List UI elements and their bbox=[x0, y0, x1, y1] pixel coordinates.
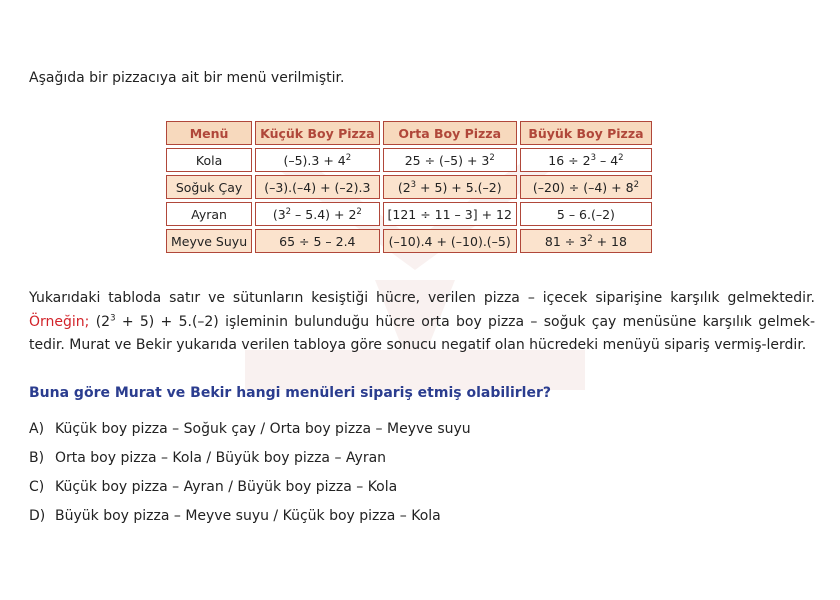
table-row-kola bbox=[166, 148, 652, 172]
expression-cell: 5 – 6.(–2) bbox=[520, 202, 652, 226]
table-row-ayran bbox=[166, 202, 652, 226]
option-letter: D) bbox=[29, 508, 46, 524]
expression-cell: $(-20) \div (-4) + 8^2$ bbox=[520, 175, 652, 199]
header-cell-large-pizza: Büyük Boy Pizza bbox=[520, 121, 652, 145]
row-label: Soğuk Çay bbox=[166, 175, 252, 199]
option-text: Küçük boy pizza – Soğuk çay / Orta boy pizza – Meyve suyu bbox=[55, 421, 471, 437]
option-letter: B) bbox=[29, 450, 45, 466]
header-cell-medium-pizza: Orta Boy Pizza bbox=[383, 121, 517, 145]
menu-table bbox=[163, 118, 655, 256]
expression-cell: (–3).(–4) + (–2).3 bbox=[255, 175, 379, 199]
row-label: Ayran bbox=[166, 202, 252, 226]
header-cell-small-pizza: Küçük Boy Pizza bbox=[255, 121, 379, 145]
expression-cell: 65 ÷ 5 – 2.4 bbox=[255, 229, 379, 253]
expression-cell: $(-5).3 + 4^2$ bbox=[255, 148, 379, 172]
expression-cell: $81 \div 3^2 + 18$ bbox=[520, 229, 652, 253]
expression-cell: (–10).4 + (–10).(–5) bbox=[383, 229, 517, 253]
expression-cell: [121 ÷ 11 – 3] + 12 bbox=[383, 202, 517, 226]
option-text: Büyük boy pizza – Meyve suyu / Küçük boy pizza – Kola bbox=[55, 508, 441, 524]
question-text: Buna göre Murat ve Bekir hangi menüleri sipariş etmiş olabilirler? bbox=[29, 385, 551, 401]
option-a[interactable] bbox=[29, 421, 471, 450]
header-cell-menu: Menü bbox=[166, 121, 252, 145]
row-label: Kola bbox=[166, 148, 252, 172]
option-letter: A) bbox=[29, 421, 45, 437]
expression-cell: $(2^3 + 5) + 5.(-2)$ bbox=[383, 175, 517, 199]
option-text: Orta boy pizza – Kola / Büyük boy pizza – Ayran bbox=[55, 450, 387, 466]
example-label: Örneğin; bbox=[29, 313, 90, 330]
table-row-soguk-cay bbox=[166, 175, 652, 199]
expression-cell: $25 \div (-5) + 3^2$ bbox=[383, 148, 517, 172]
expression-cell: $16 \div 2^3 - 4^2$ bbox=[520, 148, 652, 172]
option-d[interactable] bbox=[29, 508, 471, 537]
table-header-row bbox=[166, 121, 652, 145]
intro-text: Aşağıda bir pizzacıya ait bir menü verilmiştir. bbox=[29, 70, 345, 86]
table-row-meyve-suyu bbox=[166, 229, 652, 253]
answer-options bbox=[29, 421, 471, 537]
option-letter: C) bbox=[29, 479, 45, 495]
option-c[interactable] bbox=[29, 479, 471, 508]
option-text: Küçük boy pizza – Ayran / Büyük boy pizza – Kola bbox=[55, 479, 398, 495]
explanation-paragraph: Yukarıdaki tabloda satır ve sütunların kesiştiği hücre, verilen pizza – içecek siparişine karşılık gelmektedir. Örneğin; $(2^3 + 5) + 5.(-2)$ işleminin bulunduğu hücre orta boy pizza – soğuk çay menüsüne karşılık gelmek-tedir. Murat ve Bekir yukarıda verilen tabloya göre sonucu negatif olan hücredeki menüyü sipariş vermiş-lerdir. bbox=[29, 290, 815, 353]
row-label: Meyve Suyu bbox=[166, 229, 252, 253]
expression-cell: $(3^2 - 5.4) + 2^2$ bbox=[255, 202, 379, 226]
option-b[interactable] bbox=[29, 450, 471, 479]
